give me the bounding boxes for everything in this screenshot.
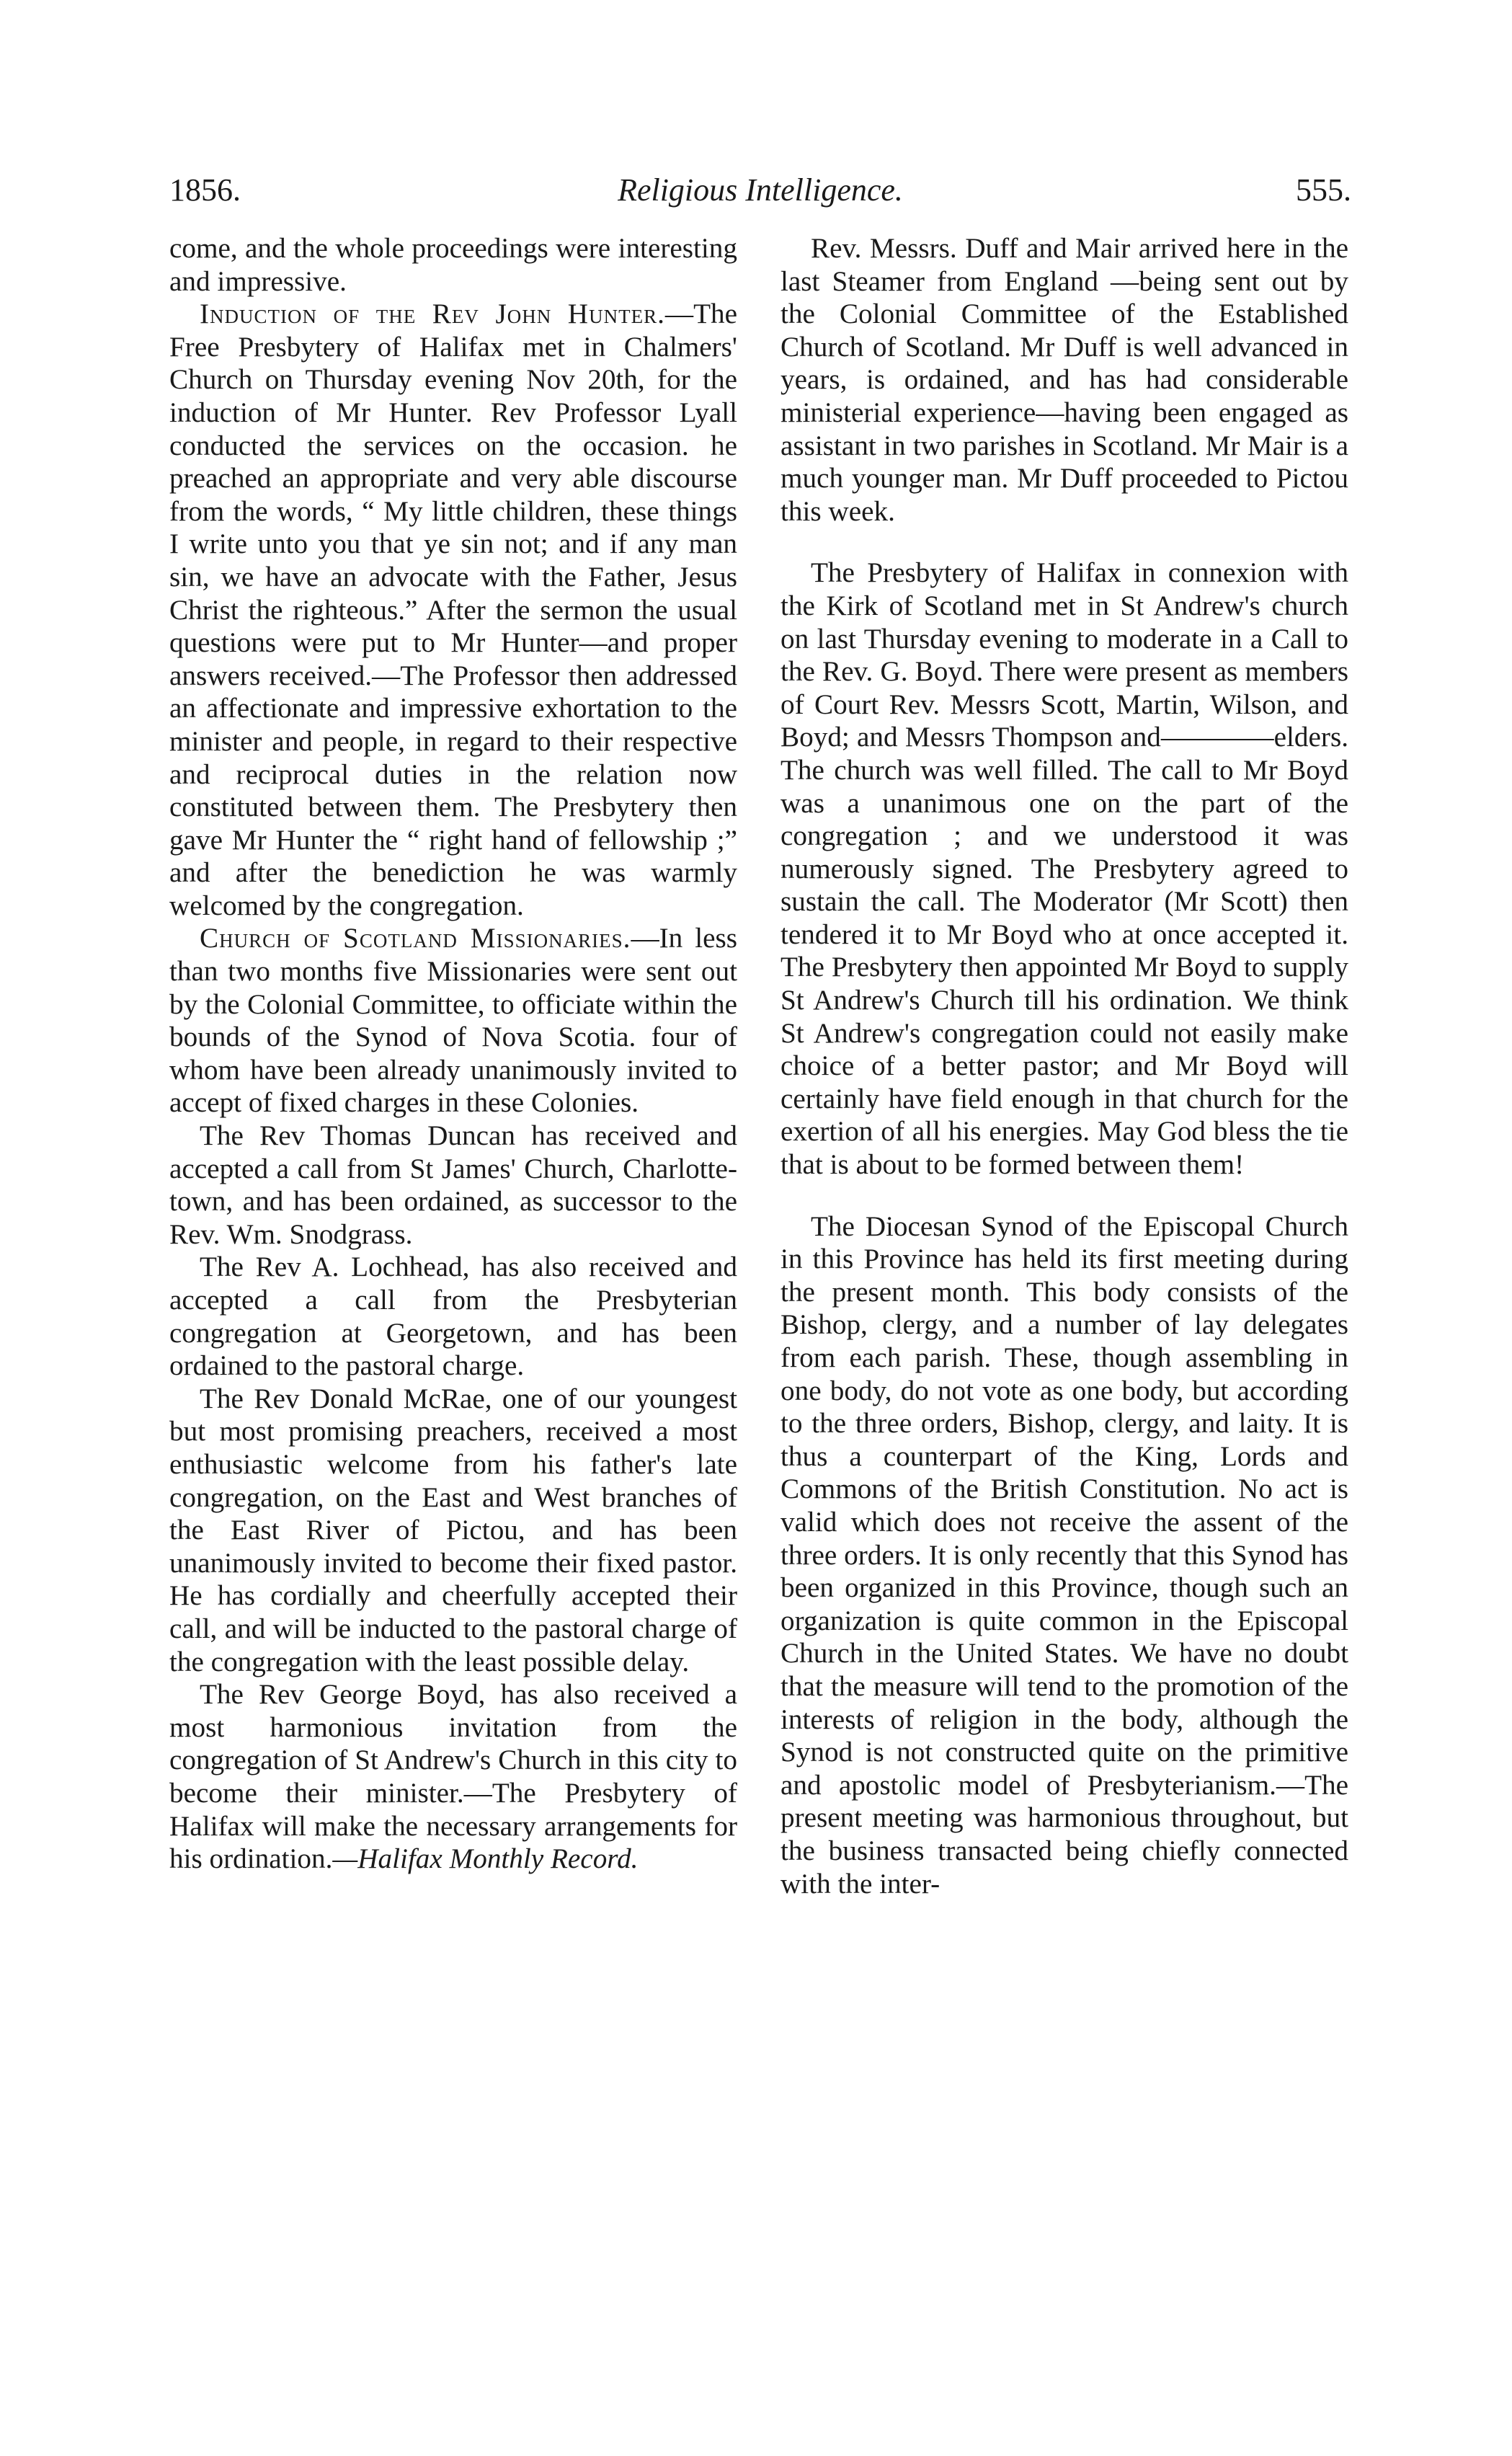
- mcrae-paragraph: The Rev Donald McRae, one of our youngest but most promising preachers, received a most enthusiastic welcome from his father's late congregation, on the East and West branches of the East River of Pictou, and has been unanimously invited to become their fixed pastor. He has cordially and cheerfully accepted their call, and will be inducted to the pastoral charge of the congregation with the least possible delay.: [169, 1383, 737, 1677]
- left-column: [169, 232, 737, 2402]
- missionaries-heading: Church of Scotland Missionaries.: [200, 923, 631, 954]
- boyd-body: The Rev George Boyd, has also received a most harmonious invitation from the congregation of St Andrew's Church in this city to become their minister.—The Presbytery of Halifax will make the necessary arrangements for his ordination.: [169, 1679, 737, 1875]
- continuation-paragraph: come, and the whole proceedings were interesting and impressive.: [169, 233, 737, 297]
- induction-heading: Induction of the Rev John Hunter.: [200, 298, 665, 330]
- right-column: [781, 232, 1348, 2402]
- induction-body: —The Free Presbytery of Halifax met in Chalmers' Church on Thursday evening Nov 20th, for the induction of Mr Hunter. Rev Professor Lyall conducted the services on the occasion. he preached an appropriate and very able discourse from the words, “ My little children, these things I write unto you that ye sin not; and if any man sin, we have an advocate with the Father, Jesus Christ the righteous.” After the sermon the usual questions were put to Mr Hunter—and proper answers received.—The Professor then addressed an affectionate and impressive exhortation to the minister and people, in regard to their respective and reciprocal duties in the relation now constituted between them. The Presbytery then gave Mr Hunter the “ right hand of fellowship ;” and after the benediction he was warmly welcomed by the congregation.: [169, 298, 737, 921]
- induction-article: [169, 298, 737, 922]
- page-header: [169, 172, 1351, 215]
- header-year: 1856.: [169, 172, 241, 208]
- missionaries-body: —In less than two months five Missionaries were sent out by the Colonial Committee, to officiate within the bounds of the Synod of Nova Scotia. four of whom have been already unanimously invited to accept of fixed charges in these Colonies.: [169, 923, 737, 1119]
- duff-mair-paragraph: Rev. Messrs. Duff and Mair arrived here in the last Steamer from England —being sent out by the Colonial Committee of the Established Church of Scotland. Mr Duff is well advanced in years, is ordained, and has had considerable ministerial experience—having been engaged as assistant in two parishes in Scotland. Mr Mair is a much younger man. Mr Duff proceeded to Pictou this week.: [781, 233, 1348, 527]
- lochhead-paragraph: The Rev A. Lochhead, has also received and accepted a call from the Presbyterian congregation at Georgetown, and has been ordained to the pastoral charge.: [169, 1251, 737, 1382]
- source-credit: —Halifax Monthly Record.: [332, 1843, 639, 1875]
- duncan-paragraph: The Rev Thomas Duncan has received and accepted a call from St James' Church, Charlotte-town, and has been ordained, as successor to the Rev. Wm. Snodgrass.: [169, 1120, 737, 1250]
- page-number: 555.: [1296, 172, 1351, 208]
- boyd-paragraph: [169, 1678, 737, 1876]
- missionaries-article: [169, 922, 737, 1120]
- presbytery-paragraph: The Presbytery of Halifax in connexion with the Kirk of Scotland met in St Andrew's church on last Thursday evening to moderate in a Call to the Rev. G. Boyd. There were present as members of Court Rev. Messrs Scott, Martin, Wilson, and Boyd; and Messrs Thompson and————elders. The church was well filled. The call to Mr Boyd was a unanimous one on the part of the congregation ; and we understood it was numerously signed. The Presbytery agreed to sustain the call. The Moderator (Mr Scott) then tendered it to Mr Boyd who at once accepted it. The Presbytery then appointed Mr Boyd to supply St Andrew's Church till his ordination. We think St Andrew's congregation could not easily make choice of a better pastor; and Mr Boyd will certainly have field enough in that church for the exertion of all his energies. May God bless the tie that is about to be formed between them!: [781, 557, 1348, 1181]
- synod-paragraph: The Diocesan Synod of the Episcopal Church in this Province has held its first meeting during the present month. This body consists of the Bishop, clergy, and a number of lay delegates from each parish. These, though assembling in one body, do not vote as one body, but according to the three orders, Bishop, clergy, and laity. It is thus a counterpart of the King, Lords and Commons of the British Constitution. No act is valid which does not receive the assent of the three orders. It is only recently that this Synod has been organized in this Province, though such an organization is quite common in the Episcopal Church in the United States. We have no doubt that the measure will tend to the promotion of the interests of religion in the body, although the Synod is not constructed quite on the primitive and apostolic model of Presbyterianism.—The present meeting was harmonious throughout, but the business transacted being chiefly connected with the inter-: [781, 1210, 1348, 1899]
- running-title: Religious Intelligence.: [618, 172, 903, 208]
